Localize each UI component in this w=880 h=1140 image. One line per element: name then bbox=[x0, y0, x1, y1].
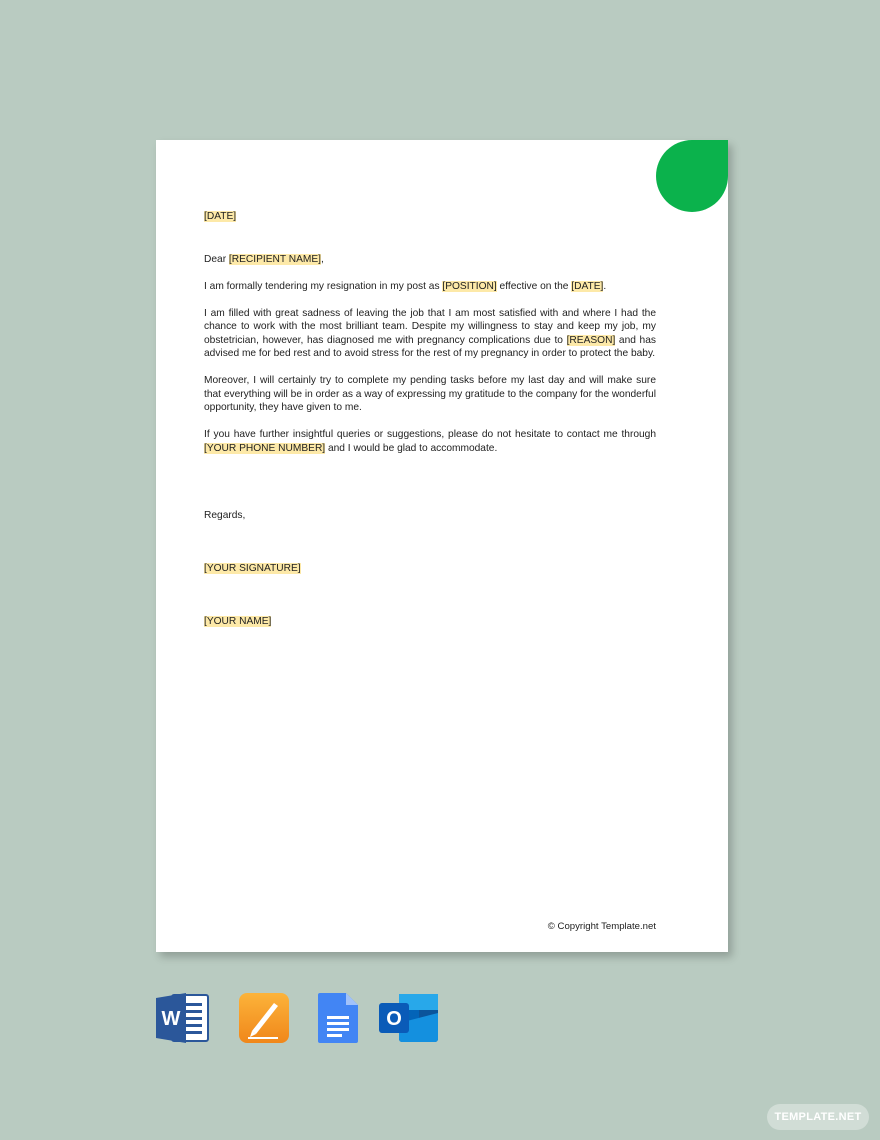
word-icon[interactable] bbox=[156, 993, 210, 1048]
salutation-prefix: Dear bbox=[204, 253, 229, 265]
letter-page bbox=[156, 140, 728, 952]
paragraph-3: Moreover, I will certainly try to complete my pending tasks before my last day and will make sure that everything will be in order as a way of expressing my gratitude to the company for the wonderful opportunity, they have given to me. bbox=[204, 375, 656, 413]
word-letter: W bbox=[161, 1008, 181, 1030]
paragraph-2-text-b: and has advised me for bed rest and to avoid stress for the rest of my pregnancy in order to protect the baby. bbox=[204, 334, 656, 359]
paragraph-2-text-a: I am filled with great sadness of leaving the job that I am most satisfied with and where I had the chance to work with the most brilliant team. Despite my willingness to stay and keep my job, my obstetrician, however, has diagnosed me with pregnancy complications due to bbox=[204, 307, 656, 346]
paragraph-4-text-b: and I would be glad to accommodate. bbox=[325, 442, 498, 454]
salutation bbox=[204, 253, 656, 267]
paragraph-1-text-c: . bbox=[603, 280, 607, 292]
outlook-letter: O bbox=[386, 1008, 402, 1030]
recipient-placeholder: [RECIPIENT NAME] bbox=[228, 253, 322, 265]
salutation-suffix: , bbox=[321, 253, 324, 265]
phone-placeholder: [YOUR PHONE NUMBER] bbox=[204, 442, 326, 454]
template-net-badge[interactable]: TEMPLATE.NET bbox=[767, 1104, 869, 1130]
paragraph-1-text-b: effective on the bbox=[496, 280, 572, 292]
copyright-text: © Copyright Template.net bbox=[547, 921, 656, 932]
name-placeholder: [YOUR NAME] bbox=[204, 616, 272, 627]
pages-icon[interactable] bbox=[238, 993, 290, 1048]
date-placeholder: [DATE] bbox=[204, 211, 237, 222]
effective-date-placeholder: [DATE] bbox=[571, 280, 604, 292]
signature-placeholder: [YOUR SIGNATURE] bbox=[204, 563, 301, 574]
corner-decoration bbox=[656, 140, 728, 212]
signature-line bbox=[204, 562, 656, 576]
google-docs-icon[interactable] bbox=[318, 993, 358, 1048]
closing: Regards, bbox=[204, 510, 246, 521]
reason-placeholder: [REASON] bbox=[566, 334, 616, 346]
letter-body bbox=[204, 210, 656, 629]
paragraph-4 bbox=[204, 428, 656, 455]
paragraph-1 bbox=[204, 280, 656, 294]
paragraph-4-text-a: If you have further insightful queries or suggestions, please do not hesitate to contact me through bbox=[204, 429, 656, 440]
paragraph-1-text-a: I am formally tendering my resignation in my post as bbox=[204, 280, 443, 292]
paragraph-2 bbox=[204, 307, 656, 361]
name-line bbox=[204, 615, 656, 629]
date-line bbox=[204, 210, 656, 224]
position-placeholder: [POSITION] bbox=[442, 280, 497, 292]
outlook-icon[interactable] bbox=[379, 993, 439, 1048]
